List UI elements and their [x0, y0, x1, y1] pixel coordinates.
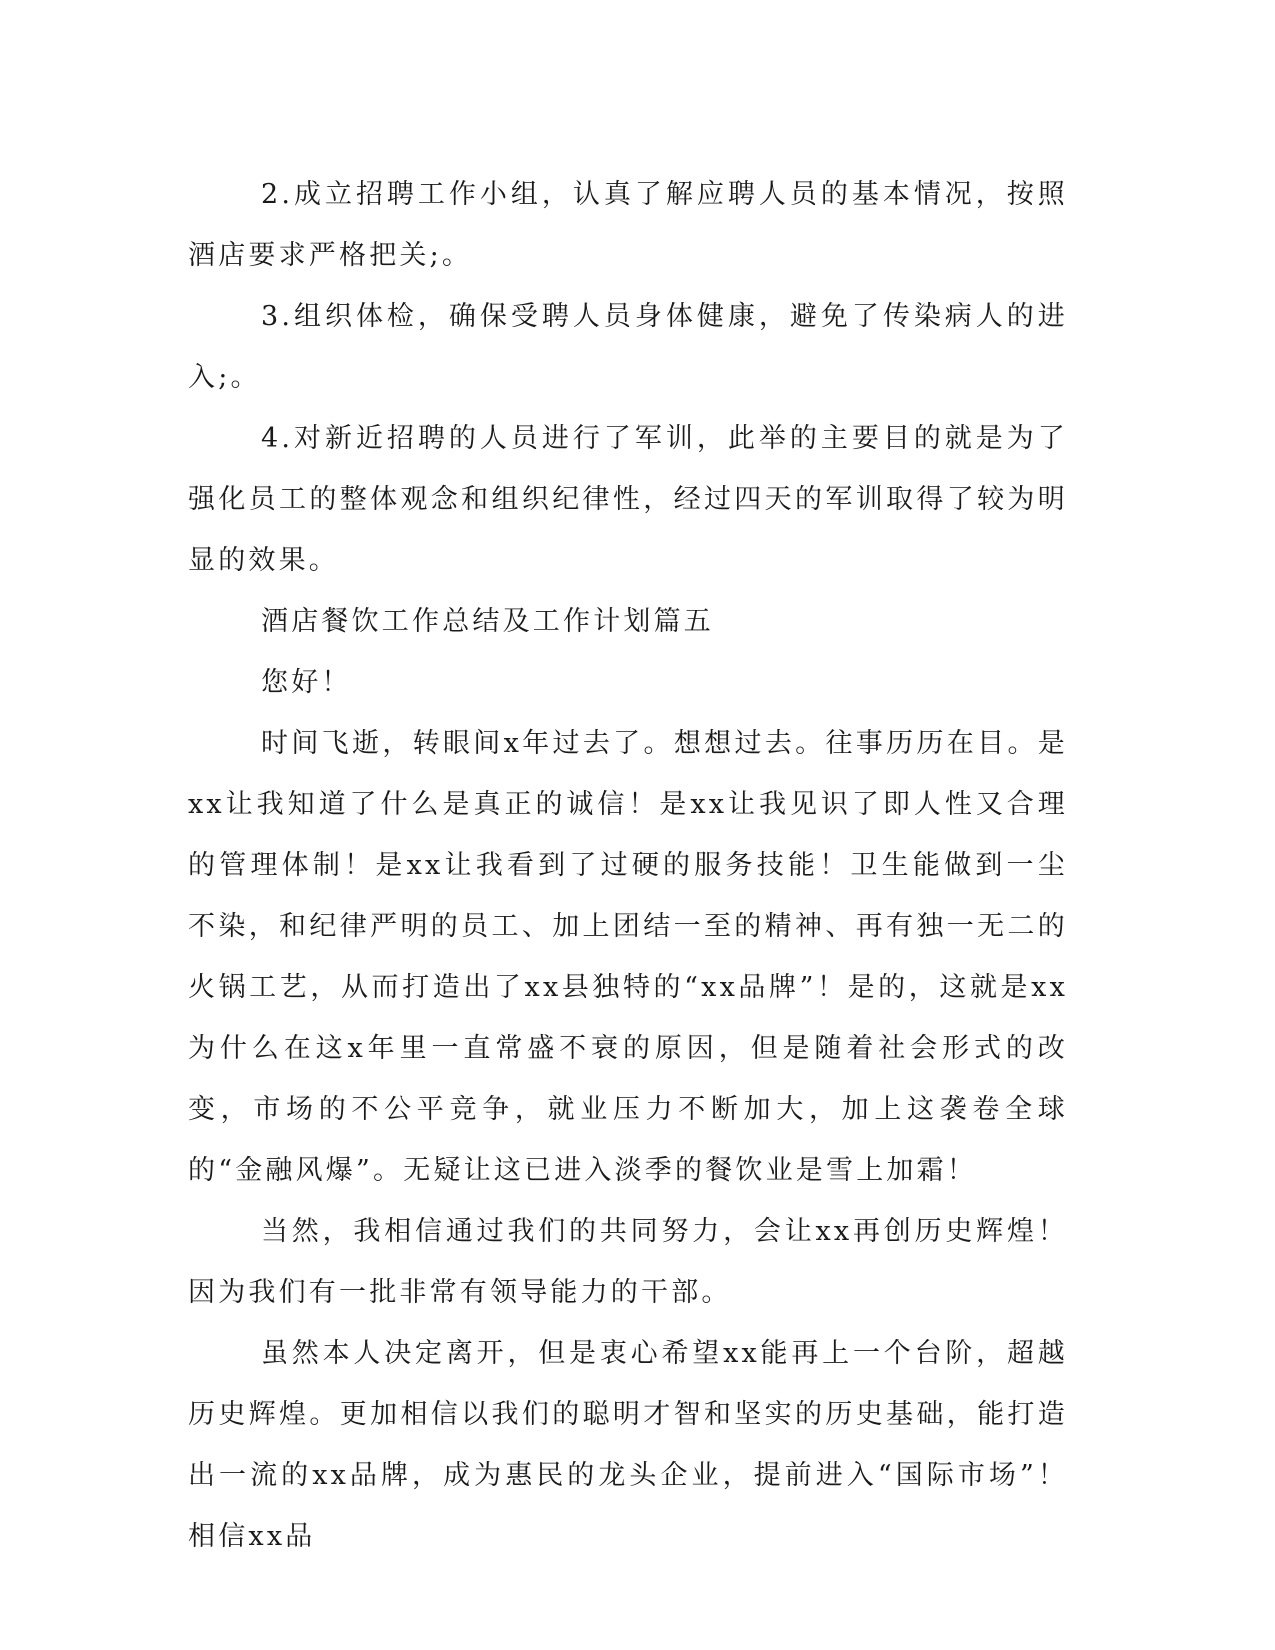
paragraph-military-training: 4.对新近招聘的人员进行了军训，此举的主要目的就是为了强化员工的整体观念和组织纪律性，经过四天的军训取得了较为明显的效果。 — [188, 423, 1068, 576]
paragraph-time-flies: 时间飞逝，转眼间x年过去了。想想过去。往事历历在目。是xx让我知道了什么是真正的诚信！是xx让我见识了即人性又合理的管理体制！是xx让我看到了过硬的服务技能！卫生能做到一尘不染，和纪律严明的员工、加上团结一至的精神、再有独一无二的火锅工艺，从而打造出了xx县独特的“xx品牌”！是的，这就是xx为什么在这x年里一直常盛不衰的原因，但是随着社会形式的改变，市场的不公平竞争，就业压力不断加大，加上这袭卷全球的“金融风爆”。无疑让这已进入淡季的餐饮业是雪上加霜！ — [188, 728, 1068, 1186]
document-body — [188, 164, 1068, 1567]
paragraph-recruitment-team: 2.成立招聘工作小组，认真了解应聘人员的基本情况，按照酒店要求严格把关;。 — [188, 179, 1068, 271]
greeting: 您好！ — [261, 667, 352, 698]
paragraph-confidence: 当然，我相信通过我们的共同努力，会让xx再创历史辉煌！因为我们有一批非常有领导能力的干部。 — [188, 1216, 1068, 1308]
section-heading: 酒店餐饮工作总结及工作计划篇五 — [261, 606, 714, 637]
paragraph-departure: 虽然本人决定离开，但是衷心希望xx能再上一个台阶，超越历史辉煌。更加相信以我们的聪明才智和坚实的历史基础，能打造出一流的xx品牌，成为惠民的龙头企业，提前进入“国际市场”！相信xx品 — [188, 1338, 1068, 1552]
paragraph-health-check: 3.组织体检，确保受聘人员身体健康，避免了传染病人的进入;。 — [188, 301, 1068, 393]
